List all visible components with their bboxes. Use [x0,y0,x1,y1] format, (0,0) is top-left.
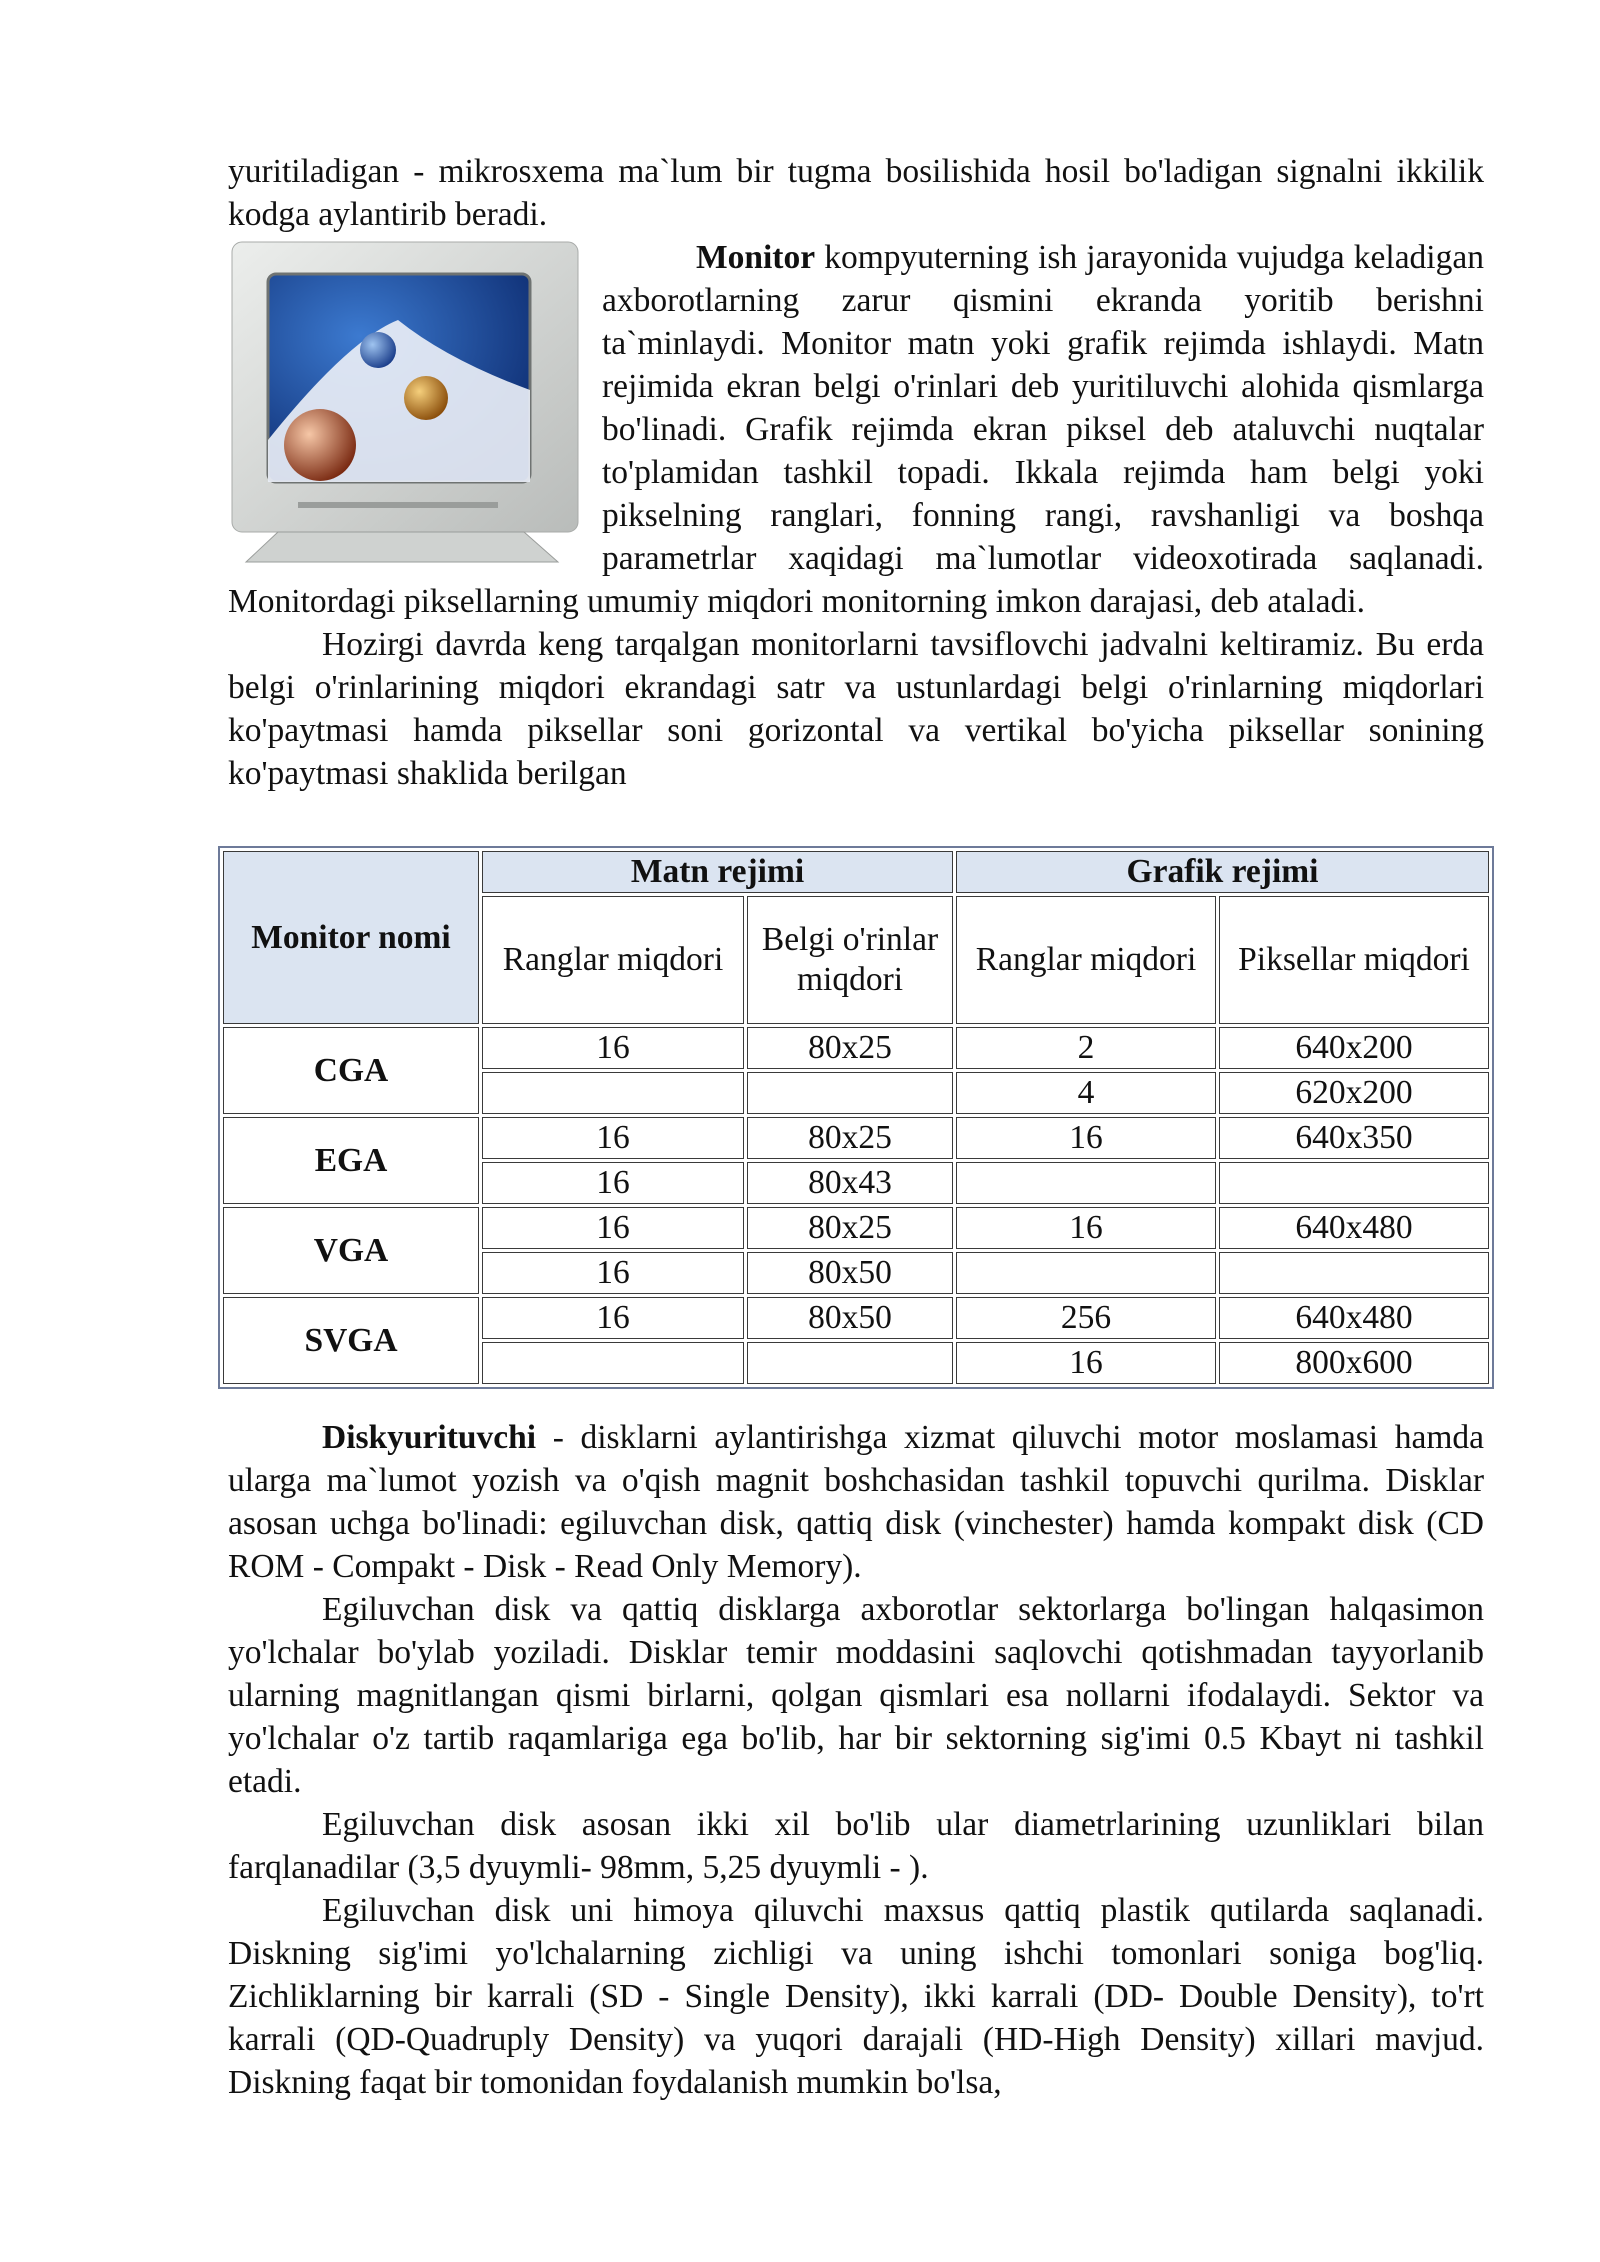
cell: 16 [956,1342,1216,1384]
table-row [223,1117,1489,1159]
cell: 16 [482,1207,744,1249]
cell [956,1252,1216,1294]
header-graphic-mode: Grafik rejimi [956,851,1489,893]
cell: 16 [482,1297,744,1339]
disk-drive-text: - disklarni aylantirishga xizmat qiluvchi motor moslamasi hamda ularga ma`lumot yozish va o'qish magnit boshchasidan tashkil topuvchi qurilma. Disklar asosan uchga bo'linadi: egiluvchan disk, qattiq disk (vinchester) hamda kompakt disk (CD ROM - Compakt - Disk - Read Only Memory). [228,1419,1484,1585]
monitor-text: kompyuterning ish jarayonida vujudga keladigan axborotlarning zarur qismini ekranda yoritib berishni ta`minlaydi. Monitor matn yoki grafik rejimda ishlaydi. Matn rejimida ekran belgi o'rinlari deb yuritiluvchi alohida qismlarga bo'linadi. Grafik rejimda ekran piksel deb ataluvchi nuqtalar to'plamidan tashkil topadi. Ikkala rejimda ham belgi yoki pikselning ranglari, fonning rangi, ravshanligi va boshqa parametrlar xaqidagi ma`lumotlar videoxotirada saqlanadi. Monitordagi piksellarning umumiy miqdori monitorning imkon darajasi, deb ataladi. [228,239,1484,620]
page-bottom [228,1416,1484,2104]
paragraph-table-intro: Hozirgi davrda keng tarqalgan monitorlarni tavsiflovchi jadvalni keltiramiz. Bu erda belgi o'rinlarining miqdori ekrandagi satr va ustunlardagi belgi o'rinlarning miqdorlari ko'paytmasi hamda piksellar soni gorizontal va vertikal bo'yicha piksellar sonining ko'paytmasi shaklida berilgan [228,626,1484,792]
cell: 640x350 [1219,1117,1489,1159]
monitor-image [228,240,584,568]
monitor-name: VGA [223,1207,479,1294]
cell: 80x50 [747,1252,953,1294]
header-text-mode: Matn rejimi [482,851,953,893]
cell: 16 [956,1117,1216,1159]
cell: 80x25 [747,1207,953,1249]
table-row [223,1207,1489,1249]
paragraph-disk-types: Egiluvchan disk asosan ikki xil bo'lib ular diametrlarining uzunliklari bilan farqlanadilar (3,5 dyuymli- 98mm, 5,25 dyuymli - ). [228,1806,1484,1886]
table-header-row [223,851,1489,893]
cell [747,1072,953,1114]
cell: 16 [956,1207,1216,1249]
table-row [223,1297,1489,1339]
cell: 80x43 [747,1162,953,1204]
cell: 80x25 [747,1027,953,1069]
monitor-name: EGA [223,1117,479,1204]
cell: 800x600 [1219,1342,1489,1384]
cell: 80x25 [747,1117,953,1159]
cell [482,1342,744,1384]
cell: 256 [956,1297,1216,1339]
table-row [223,1027,1489,1069]
paragraph-disk-storage: Egiluvchan disk uni himoya qiluvchi maxsus qattiq plastik qutilarda saqlanadi. Diskning sig'imi yo'lchalarning zichligi va uning ishchi tomonlari soniga bog'liq. Zichliklarning bir karrali (SD - Single Density), ikki karrali (DD- Double Density), to'rt karrali (QD-Quadruply Density) va yuqori darajali (HD-High Density) xillari mavjud. Diskning faqat bir tomonidan foydalanish mumkin bo'lsa, [228,1892,1484,2101]
monitor-name: CGA [223,1027,479,1114]
paragraph-disk-drive [228,1416,1484,1588]
term-monitor: Monitor [696,239,816,276]
cell: 16 [482,1027,744,1069]
cell: 16 [482,1252,744,1294]
page-top [228,150,1484,795]
cell [1219,1162,1489,1204]
paragraph-sectors: Egiluvchan disk va qattiq disklarga axborotlar sektorlarga bo'lingan halqasimon yo'lchalar bo'ylab yoziladi. Disklar temir moddasini saqlovchi qotishmadan tayyorlanib ularning magnitlangan qismi birlarni, qolgan qismlari esa nollarni ifodalaydi. Sektor va yo'lchalar o'z tartib raqamlariga ega bo'lib, har bir sektorning sig'imi 0.5 Kbayt ni tashkil etadi. [228,1591,1484,1800]
cell: 640x200 [1219,1027,1489,1069]
monitor-table [218,846,1494,1389]
cell [956,1162,1216,1204]
header-monitor-name: Monitor nomi [223,851,479,1024]
cell: 620x200 [1219,1072,1489,1114]
header-pixels: Piksellar miqdori [1219,896,1489,1024]
cell: 2 [956,1027,1216,1069]
cell: 640x480 [1219,1297,1489,1339]
cell: 640x480 [1219,1207,1489,1249]
cell [482,1072,744,1114]
monitor-name: SVGA [223,1297,479,1384]
header-char-cells: Belgi o'rinlar miqdori [747,896,953,1024]
cell: 16 [482,1162,744,1204]
cell: 4 [956,1072,1216,1114]
cell: 80x50 [747,1297,953,1339]
cell [1219,1252,1489,1294]
term-disk-drive: Diskyurituvchi [322,1419,537,1456]
cell: 16 [482,1117,744,1159]
paragraph-intro: yuritiladigan - mikrosxema ma`lum bir tugma bosilishida hosil bo'ladigan signalni ikkilik kodga aylantirib beradi. [228,153,1484,233]
header-graphic-colors: Ranglar miqdori [956,896,1216,1024]
header-text-colors: Ranglar miqdori [482,896,744,1024]
cell [747,1342,953,1384]
